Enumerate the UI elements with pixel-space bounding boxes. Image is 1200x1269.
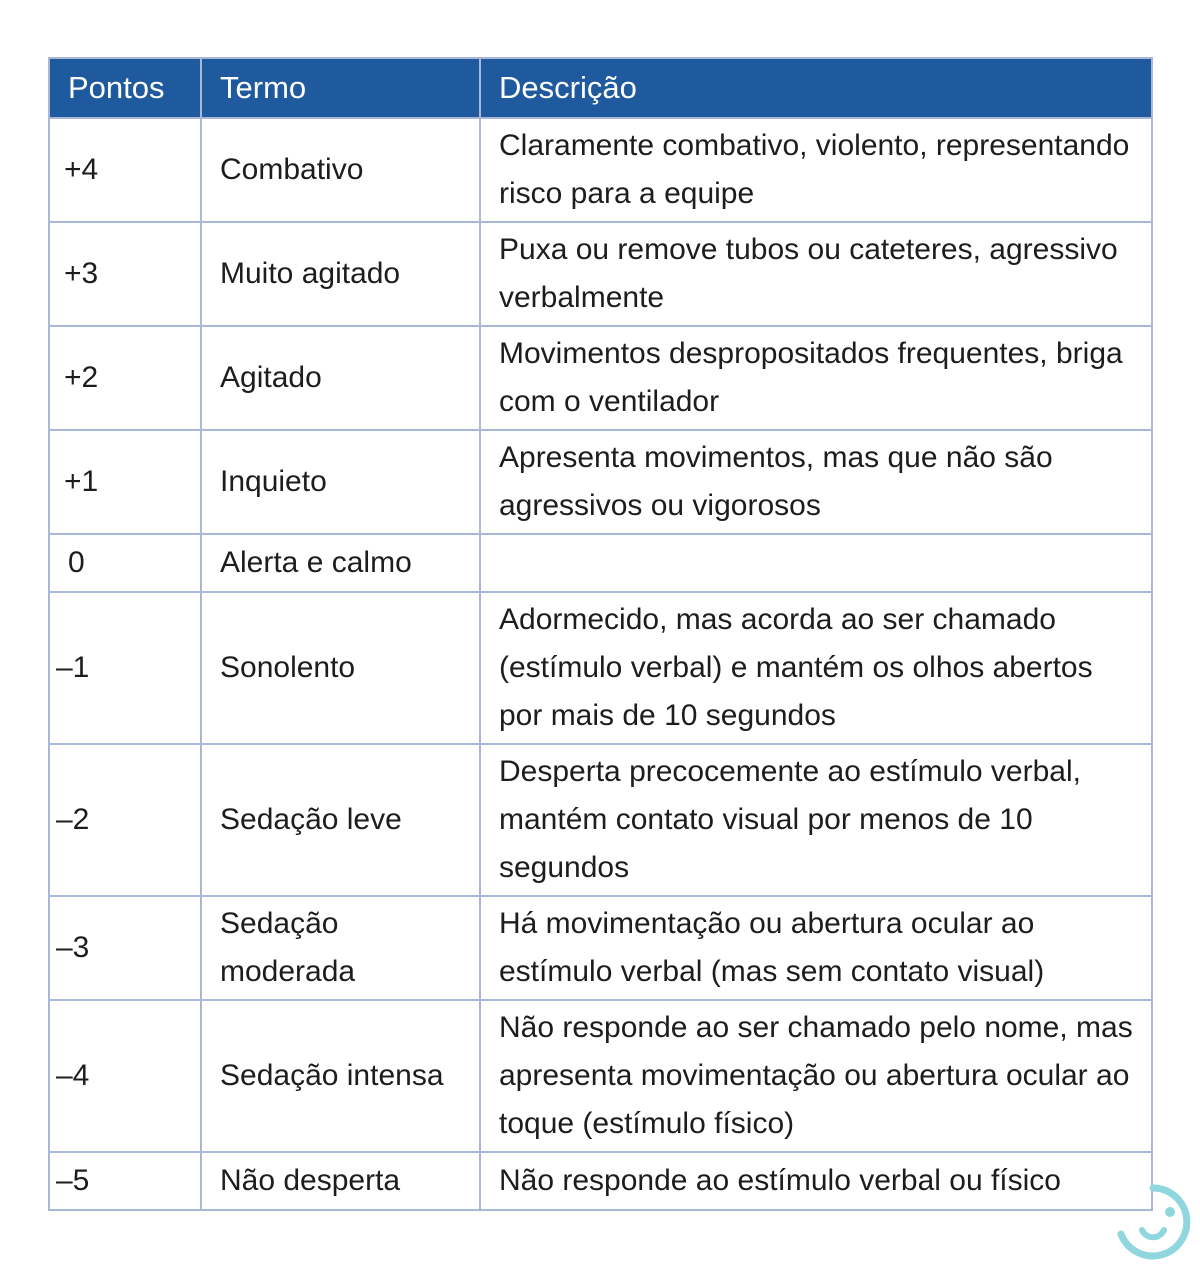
rass-table	[48, 57, 1153, 1211]
description-cell: Apresenta movimentos, mas que não são agressivos ou vigorosos	[480, 430, 1152, 534]
table-row	[49, 896, 1152, 1000]
term-cell: Alerta e calmo	[201, 534, 480, 592]
points-cell: 0	[49, 534, 201, 592]
header-description: Descrição	[480, 58, 1152, 118]
term-cell: Sedação moderada	[201, 896, 480, 1000]
points-cell: –2	[49, 744, 201, 896]
table-row	[49, 118, 1152, 222]
table-row	[49, 534, 1152, 592]
description-cell: Claramente combativo, violento, representando risco para a equipe	[480, 118, 1152, 222]
description-cell: Há movimentação ou abertura ocular ao estímulo verbal (mas sem contato visual)	[480, 896, 1152, 1000]
table-row	[49, 326, 1152, 430]
table-row	[49, 222, 1152, 326]
term-cell: Não desperta	[201, 1152, 480, 1210]
points-cell: +1	[49, 430, 201, 534]
description-cell: Adormecido, mas acorda ao ser chamado (estímulo verbal) e mantém os olhos abertos por mais de 10 segundos	[480, 592, 1152, 744]
points-cell: –3	[49, 896, 201, 1000]
description-cell: Desperta precocemente ao estímulo verbal, mantém contato visual por menos de 10 segundos	[480, 744, 1152, 896]
term-cell: Combativo	[201, 118, 480, 222]
points-cell: +2	[49, 326, 201, 430]
term-cell: Inquieto	[201, 430, 480, 534]
table-row	[49, 592, 1152, 744]
term-cell: Muito agitado	[201, 222, 480, 326]
header-points: Pontos	[49, 58, 201, 118]
smiley-logo-icon	[1112, 1182, 1194, 1264]
description-cell	[480, 534, 1152, 592]
points-cell: –5	[49, 1152, 201, 1210]
table-row	[49, 744, 1152, 896]
table-header-row	[49, 58, 1152, 118]
points-cell: +3	[49, 222, 201, 326]
table-row	[49, 1000, 1152, 1152]
term-cell: Sonolento	[201, 592, 480, 744]
table-row	[49, 1152, 1152, 1210]
description-cell: Não responde ao ser chamado pelo nome, mas apresenta movimentação ou abertura ocular ao toque (estímulo físico)	[480, 1000, 1152, 1152]
header-term: Termo	[201, 58, 480, 118]
term-cell: Agitado	[201, 326, 480, 430]
table-row	[49, 430, 1152, 534]
description-cell: Puxa ou remove tubos ou cateteres, agressivo verbalmente	[480, 222, 1152, 326]
points-cell: –1	[49, 592, 201, 744]
term-cell: Sedação leve	[201, 744, 480, 896]
points-cell: +4	[49, 118, 201, 222]
points-cell: –4	[49, 1000, 201, 1152]
description-cell: Movimentos despropositados frequentes, briga com o ventilador	[480, 326, 1152, 430]
term-cell: Sedação intensa	[201, 1000, 480, 1152]
description-cell: Não responde ao estímulo verbal ou físico	[480, 1152, 1152, 1210]
